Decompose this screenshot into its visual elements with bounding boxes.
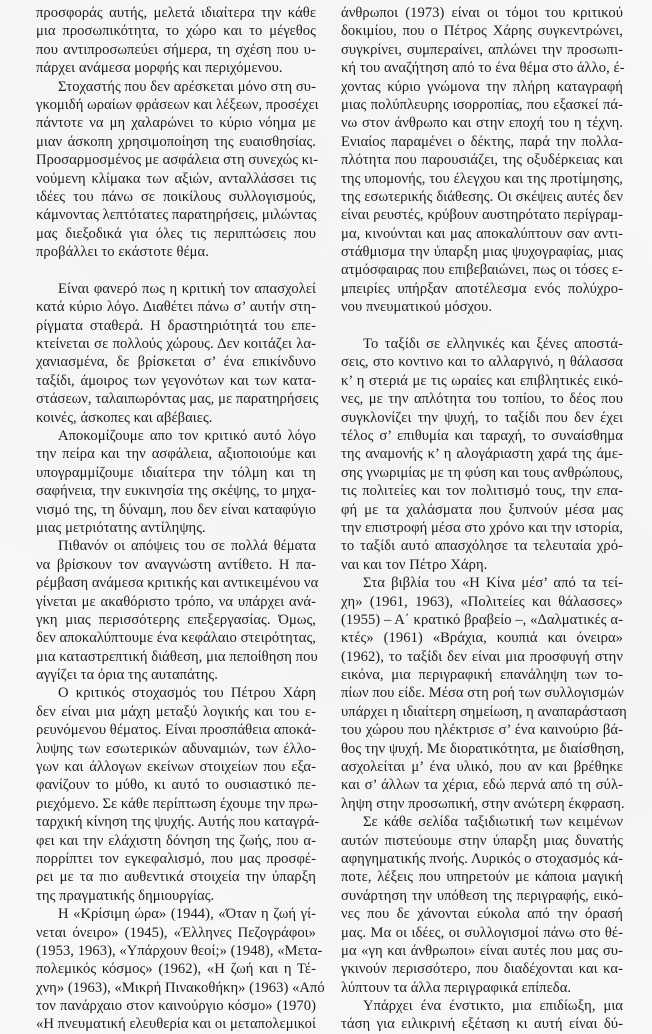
text-line: συγκρίνει, συμπεραίνει, απλώνει την προσωπι- (341, 41, 623, 58)
text-line: ρίγματα σταθερά. Η δραστηριότητά του επε- (36, 317, 316, 334)
text-line: να βρίσκουν τον αναγνώστη αντίθετο. Η πα- (36, 556, 316, 573)
text-line: εικόνα, μια περιγραφική επανάληψη των το- (341, 667, 623, 684)
text-line: σαφήνεια, την ευκινησία της σκέψης, το μηχα- (36, 483, 316, 500)
text-line: προβάλλει το εκάστοτε θέμα. (36, 244, 209, 261)
text-line: φει και την ελάχιστη δόνηση της ζωής, που α- (36, 832, 316, 849)
text-line: σης γνωριμίας με τη φύση και τους ανθρώπους, (341, 464, 623, 481)
text-line: ταρχική κίνηση της ψυχής. Αυτής που καταγρά- (36, 814, 320, 831)
text-line: γκη μιας περισσότερης επεξεργασίας. Όμως, (36, 611, 316, 628)
text-line: την επιστροφή μέσα στο χρόνο και την ιστορία, (341, 519, 623, 536)
text-line: νες, με την απλότητα του τοπίου, το δέος που (341, 391, 623, 408)
text-line: μια προσωπικότητα, το χώρο και το μέγεθος (36, 23, 316, 40)
text-line: Ο κριτικός στοχασμός του Πέτρου Χάρη (58, 685, 316, 702)
paragraph (341, 997, 623, 1034)
text-line: κτές» (1961) «Βράχια, κουπιά και όνειρα» (341, 630, 623, 647)
text-line: Ενιαίος παραμένει ο δέκτης, παρά την πολλα- (341, 133, 623, 150)
paragraph (36, 684, 320, 905)
text-line: υπάρχει η ιδιαίτερη σημείωση, η αναπαράσταση (341, 703, 627, 720)
text-line: τέλος σ’ επιθυμία και ταραχή, το συναίσθημα (341, 427, 623, 444)
text-line: ατμόσφαιρας που επιβεβαιώνει, πως οι τόσες ε- (341, 262, 623, 279)
text-line: φανίζουν το μύθο, κι αυτό το ουσιαστικό πε- (36, 777, 316, 794)
text-line: χανιασμένα, δε βρίσκεται σ’ ένα επικίνδυνο (36, 354, 316, 371)
text-line: ληψη στην προσωπική, στην ανώτερη έκφραση. (341, 795, 625, 812)
text-line: άνθρωποι (1973) είναι οι τόμοι του κριτικού (341, 5, 623, 21)
text-line: δεν είναι μια μάχη μεταξύ λογικής και του ε- (36, 703, 316, 720)
text-line: λύπτουν τα άλλα περιγραφικά επίπεδα. (341, 979, 572, 996)
text-line: συνάρτηση την υπόθεση της περιγραφής, εικό- (341, 887, 623, 904)
text-line: μιαν άσκοπη χρησιμοποίηση της ευαισθησίας. (36, 133, 316, 150)
text-line: της πραγματικής δημιουργίας. (36, 887, 215, 904)
text-line: μια καταστρεπτική διάθεση, μια πεποίθηση που (36, 648, 318, 665)
text-line: κτείνεται σε πολλούς χώρους. Δεν κοιτάζει λα- (36, 336, 316, 353)
paragraph (36, 537, 319, 684)
paragraph-gap (36, 261, 316, 279)
paragraph (36, 427, 316, 537)
text-line: νισμό της, τη δύναμη, που δεν είναι καταφύγιο (36, 501, 316, 518)
text-line: ιδέες του πάνω σε ποικίλους συλλογισμούς, (36, 188, 316, 205)
right-column (341, 4, 627, 1034)
text-line: δεν αποκαλύπτουμε ένα κεφάλαιο στειρότητας, (36, 630, 316, 647)
text-line: στάσεων, ταλαιπωρόντας μας, με παρατηρήσεις (36, 391, 319, 408)
paragraph-gap (341, 317, 623, 335)
text-line: ασχολείται μ’ ένα υλικό, που αν και βρέθηκε (341, 759, 623, 776)
text-line: είναι ρευστές, κρύβουν αυστηρότατο περίγραμ- (341, 207, 623, 224)
text-line: σεις, στο κοντινο και το αλλαργινό, η θάλασσα (341, 354, 623, 371)
text-line: πάρχει ανάμεσα μορφής και περιχόμενου. (36, 60, 283, 77)
text-line: Το ταξίδι σε ελληνικές και ξένες αποστά- (363, 336, 623, 353)
text-line: γκομιδή ωραίων φράσεων και λέξεων, προσέχει (36, 96, 319, 113)
text-line: πολεμικός κόσμος» (1962), «Η ζωή και η Τέ- (36, 961, 316, 978)
text-line: νούμενη κλίμακα των αξιών, ανταλλάσσει τις (36, 170, 316, 187)
text-line: (1953, 1963), «Υπάρχουν θεοί;» (1948), «Μετα- (36, 942, 323, 959)
text-line: συγκλονίζει την ψυχή, το ταξίδι που δεν έχει (341, 409, 623, 426)
text-line: Είναι φανερό πως η κριτική τον απασχολεί (58, 280, 316, 297)
text-line: θος την ψυχή. Με διορατικότητα, με διαίσθηση, (341, 740, 625, 757)
text-line: που αντιπροσωπεύει σήμερα, τη σχέση που υ- (36, 41, 316, 58)
text-line: (1962), το ταξίδι δεν είναι μια προσφυγή στην (341, 648, 623, 665)
text-line: μα «γη και άνθρωποι» είναι αυτές που μας συ- (341, 942, 623, 959)
text-line: πλότητα που παρουσιάζει, της οξυδέρκειας και (341, 152, 623, 169)
paragraph (341, 574, 627, 813)
text-line: νω στον άνθρωπο και στην εποχή του η τέχνη. (341, 115, 623, 132)
text-line: τάση για ειλικρινή εξέταση κι αυτή είναι δύ- (341, 1016, 623, 1033)
text-line: Υπάρχει ένα ένστικτο, μια επιδίωξη, μια (363, 998, 623, 1015)
text-line: λυψης των εσωτερικών αδυναμιών, των έλλο- (36, 740, 316, 757)
text-line: ναι και τον Πέτρο Χάρη. (341, 556, 488, 573)
text-line: Πιθανόν οι απόψεις του σε πολλά θέματα (58, 538, 316, 555)
text-line: αυτών πιστεύουμε στην ύπαρξη μιας δυνατής (341, 832, 623, 849)
text-line: μας διεξοδικά για όλες τις περιπτώσεις που (36, 225, 316, 242)
text-line: μας. Μα οι ιδέες, οι συλλογισμοί πάνω στο θέ- (341, 924, 623, 941)
text-line: κ’ η στεριά με τις ωραίες και επιβλητικές εικό- (341, 372, 623, 389)
text-line: γων και άλλογων εκείνων στοιχείων που εξα- (36, 759, 316, 776)
text-line: την πείρα και την ασφάλεια, αξιοποιούμε και (36, 446, 316, 463)
text-line: Προσαρμοσμένος με ασφάλεια στη συνεχώς κι- (36, 152, 319, 169)
text-line: νου πνευματικού μόσχου. (341, 299, 493, 316)
text-line: και σ’ άλλων τα χέρια, εδώ περνά από τη σύλ- (341, 777, 623, 794)
text-line: του χώρου που ηλέκτρισε σ’ ένα καινούριο βά- (341, 722, 623, 739)
text-line: κοινές, άσκοπες και αβέβαιες. (36, 409, 213, 426)
text-line: Στα βιβλία του «Η Κίνα μέσ’ από τα τεί- (363, 575, 623, 592)
text-line: (1955) – Α΄ κρατικό βραβείο –, «Δαλματικές α- (341, 611, 623, 628)
text-line: φή με τα χαλάσματα που ξυπνούν μέσα μας (341, 501, 623, 518)
text-line: κή του αναζήτηση από το ένα θέμα στο άλλο, έ- (341, 60, 625, 77)
left-column (36, 4, 325, 1034)
paragraph (36, 78, 319, 262)
text-line: χοντας κύριο γνώμονα την πλήρη καταγραφή (341, 78, 623, 95)
text-line: Σε κάθε σελίδα ταξιδιωτική των κειμένων (363, 814, 623, 831)
text-line: κάμνοντας λεπτότατες παρατηρήσεις, μιλώντας (36, 207, 317, 224)
text-line: ρει με τα πιο αυθεντικά στοιχεία την ύπαρξη (36, 869, 316, 886)
paragraph (36, 280, 319, 427)
text-line: πίων που είδε. Μέσα στη ροή των συλλογισμών (341, 685, 624, 702)
text-line: ρέμβαση ανάμεσα κριτικής και αντικειμένου να (36, 575, 319, 592)
paragraph (36, 4, 316, 78)
paragraph (341, 335, 623, 574)
text-line: γίνεται με ακαθόριστο τρόπο, να υπάρχει ανά- (36, 593, 316, 610)
text-line: της υπομονής, του έλεγχου και της προτίμησης, (341, 170, 623, 187)
text-line: τον πανάρχαιο στον καινούργιο κόσμο» (1970) (36, 998, 316, 1015)
text-line: αφηγηματικής πνοής. Λυρικός ο στοχασμός κά- (341, 850, 623, 867)
text-line: ποτε, λέξεις που υπηρετούν με κάποια μαγική (341, 869, 623, 886)
paragraph (341, 813, 623, 997)
text-line: προσφοράς αυτής, μελετά ιδιαίτερα την κάθε (36, 5, 316, 21)
text-line: πορρίπτει τον εγκεφαλισμό, που μας προσφέ- (36, 850, 316, 867)
text-line: Η «Κρίσιμη ώρα» (1944), «Όταν η ζωή γί- (58, 906, 316, 923)
text-line: «Η πνευματική ελευθερία και οι μεταπολεμικοί (36, 1016, 316, 1033)
text-line: αγγίζει τα όρια της αυταπάτης. (36, 667, 218, 684)
text-line: μιας μετριότατης αντίληψης. (36, 519, 206, 536)
text-line: της αναμονής κ’ η αλογάριαστη χαρά της άμε- (341, 446, 623, 463)
text-line: ταξίδι, άμοιρος των γεγονότων και των κατα- (36, 372, 316, 389)
text-line: τις πολιτείες και τον πολιτισμό τους, την επα- (341, 483, 623, 500)
text-line: νεται όνειρο» (1945), «Έλληνες Πεζογράφοι» (36, 924, 316, 941)
text-line: χη» (1961, 1963), «Πολιτείες και θάλασσες» (341, 593, 623, 610)
text-line: ρευνόμενου θέματος. Είναι προσπάθεια αποκά- (36, 722, 317, 739)
text-line: το ταξίδι αυτό απασχόλησε τα τελευταία χρό- (341, 538, 623, 555)
text-line: πάντοτε να μη χαλαρώνει το κύριο νόημα με (36, 115, 316, 132)
text-line: μα, κινούνται και μας αποκαλύπτουν σαν αντι- (341, 225, 623, 242)
text-line: γκινούν περισσότερο, που διαδέχονται και κα- (341, 961, 623, 978)
text-line: της εσωτερικής διάθεσης. Οι σκέψεις αυτές δεν (341, 188, 623, 205)
text-line: στάθμισμα την ύπαρξη μιας ψυχογραφίας, μιας (341, 244, 623, 261)
text-line: δοκιμίου, που ο Πέτρος Χάρης συγκεντρώνει, (341, 23, 623, 40)
text-line: Αποκομίζουμε απο τον κριτικό αυτό λόγο (58, 427, 316, 444)
text-line: νες που δε χάνονται εύκολα από την όρασή (341, 906, 623, 923)
text-line: υπογραμμίζουμε ιδιαίτερα την τόλμη και τη (36, 464, 316, 481)
text-line: κατά κύριο λόγο. Διαθέτει πάνω σ’ αυτήν στη- (36, 299, 316, 316)
paragraph (36, 905, 325, 1034)
text-line: χνη» (1963), «Μικρή Πινακοθήκη» (1963) «Από (36, 979, 325, 996)
text-line: Στοχαστής που δεν αρέσκεται μόνο στη συ- (58, 78, 316, 95)
text-line: μιας πολύπλευρης ισορροπίας, που εξασκεί πά- (341, 96, 623, 113)
paragraph (341, 4, 623, 317)
text-line: μπειρίες υπήρξαν αποτέλεσμα ενός πολύχρο- (341, 280, 623, 297)
text-line: ριεχόμενο. Σε κάθε περίπτωση έχουμε την πρω- (36, 795, 319, 812)
